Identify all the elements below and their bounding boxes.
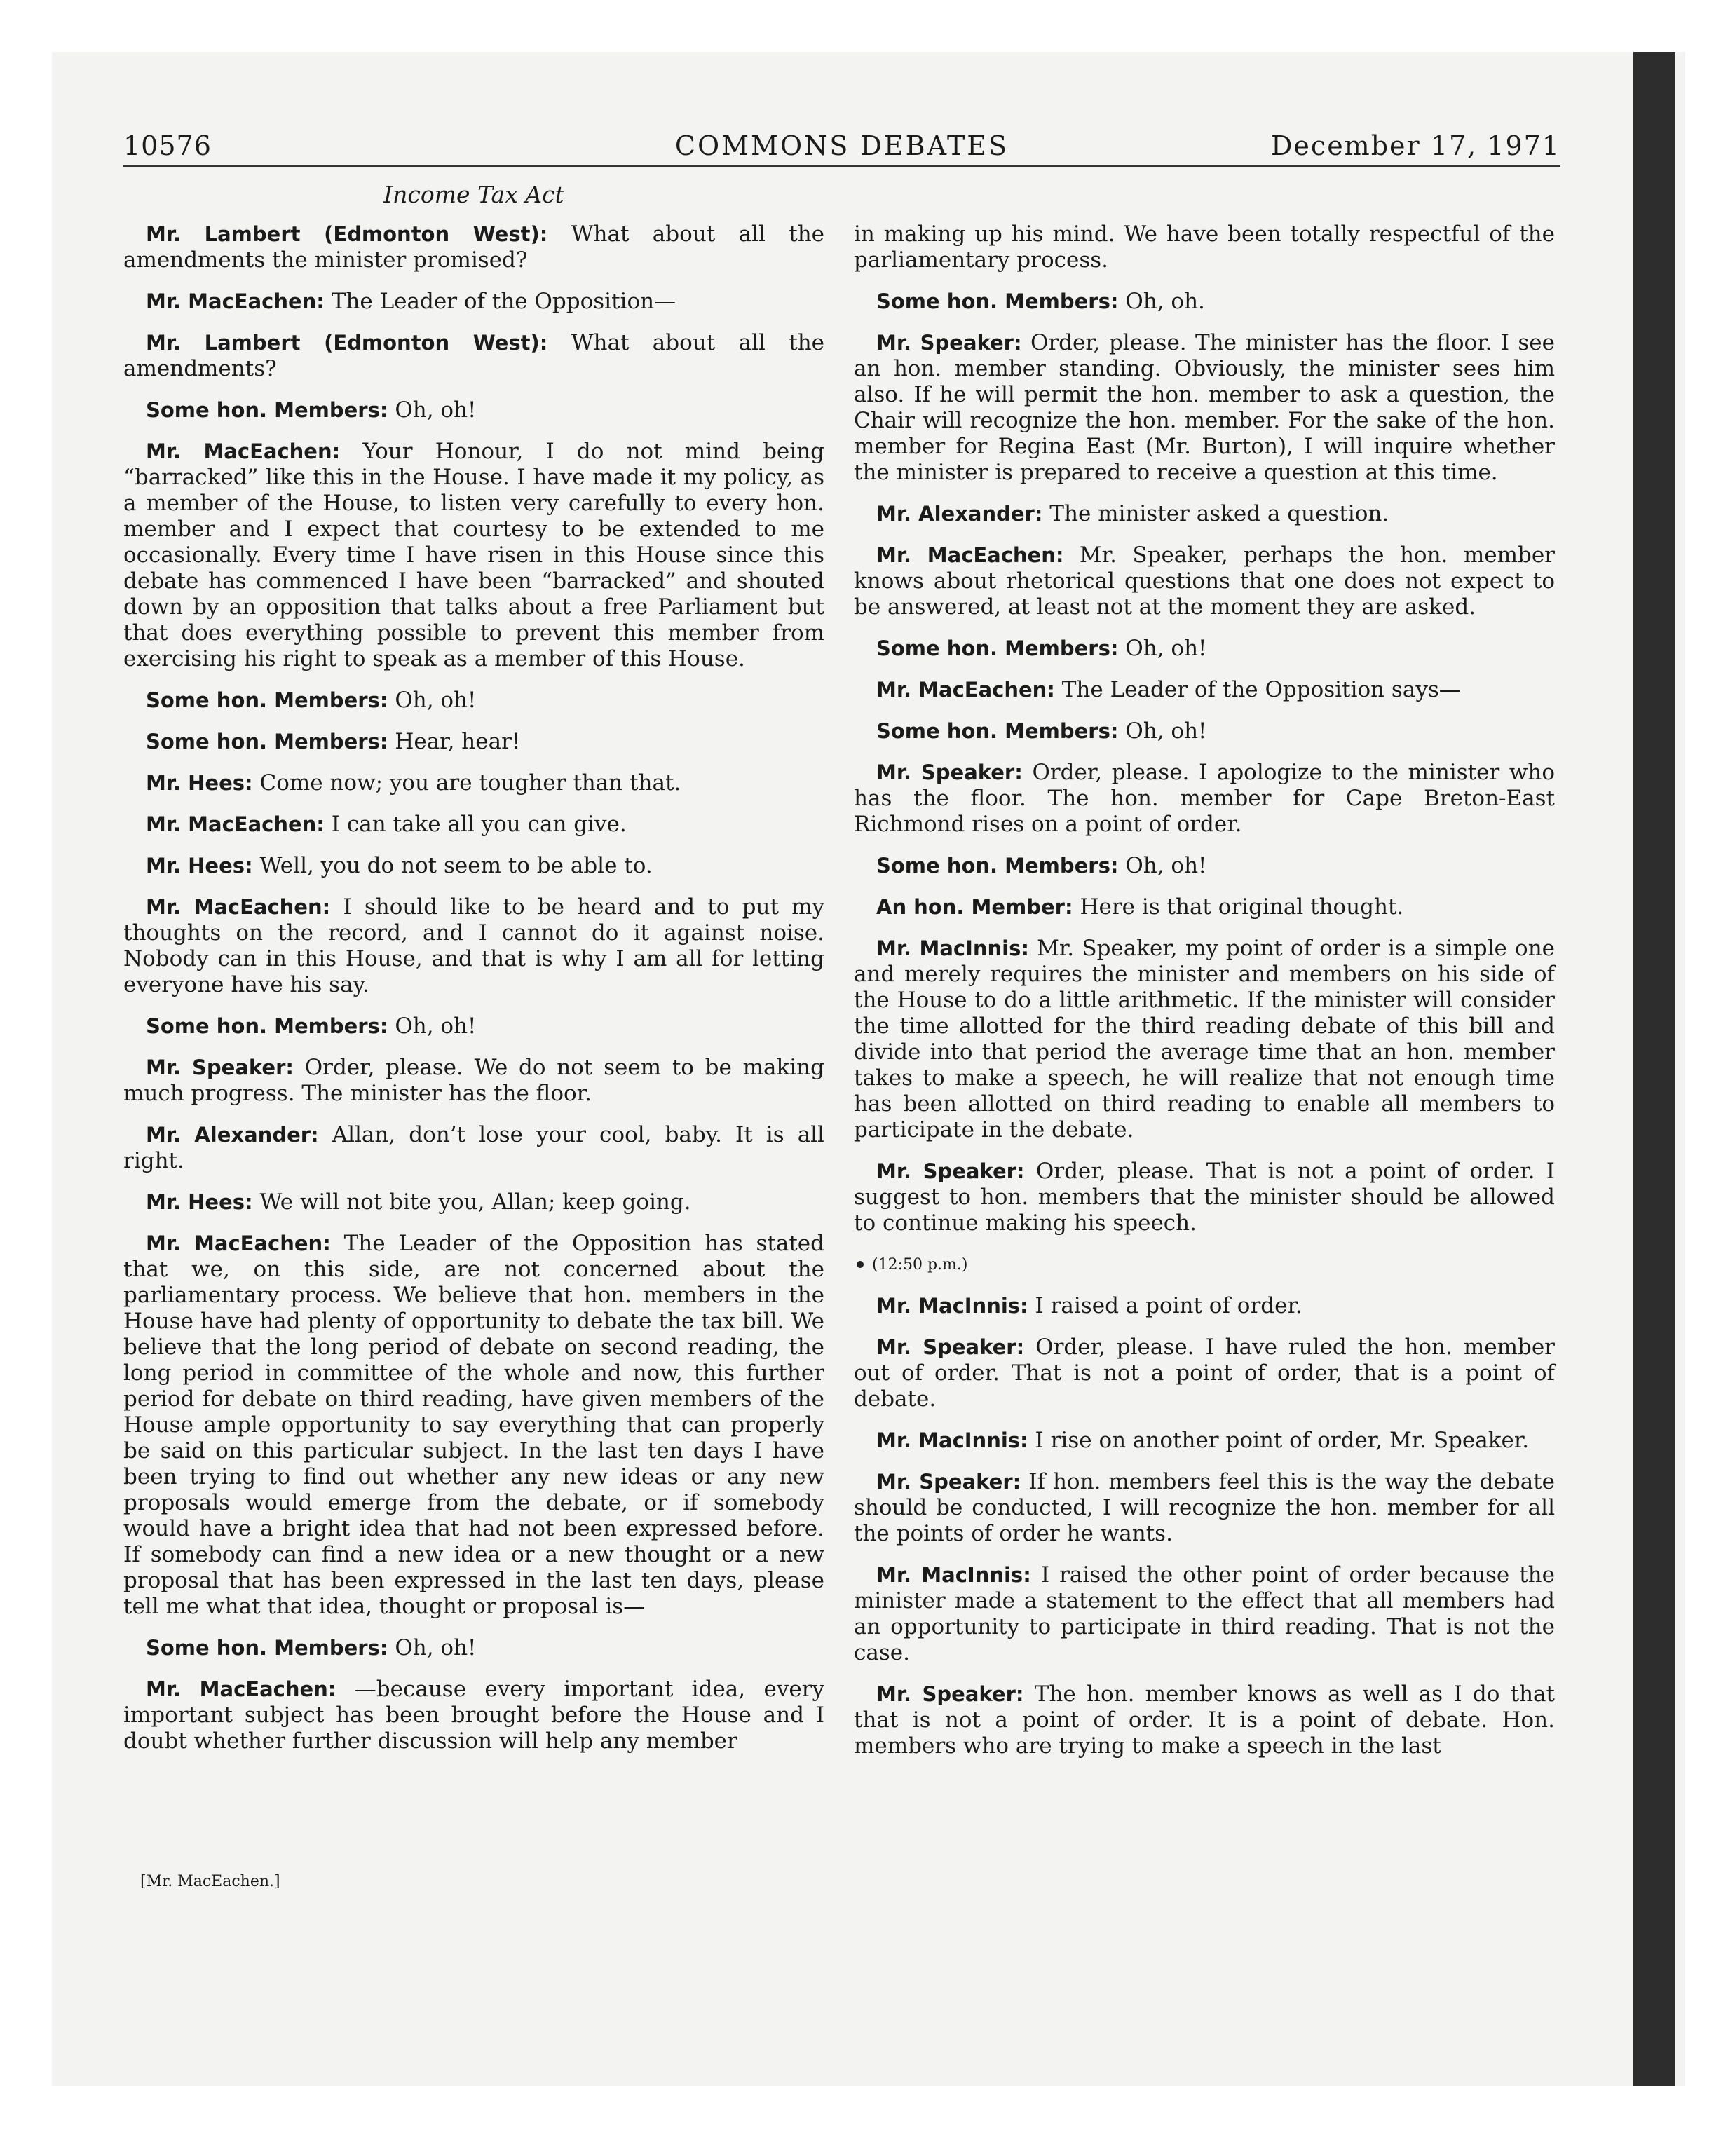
speech-text: Oh, oh! bbox=[395, 397, 477, 423]
timestamp-text: (12:50 p.m.) bbox=[872, 1256, 968, 1274]
page-number: 10576 bbox=[123, 130, 212, 161]
page-date: December 17, 1971 bbox=[1270, 130, 1560, 161]
speech-text: Oh, oh! bbox=[395, 1014, 477, 1039]
debate-paragraph bbox=[123, 1122, 824, 1174]
debate-paragraph bbox=[123, 1635, 824, 1661]
speech-text: Oh, oh! bbox=[1125, 853, 1207, 878]
speech-text: If hon. members feel this is the way the debate should be conducted, I will recognize the hon. member for all the points of order he wants. bbox=[854, 1469, 1555, 1546]
speech-text: Well, you do not seem to be able to. bbox=[259, 853, 653, 878]
speaker-name: Some hon. Members: bbox=[876, 854, 1119, 878]
speech-text: The minister asked a question. bbox=[1049, 501, 1389, 526]
speech-text: Oh, oh. bbox=[1125, 289, 1205, 314]
speaker-name: Some hon. Members: bbox=[146, 730, 388, 753]
speaker-name: Mr. MacEachen: bbox=[876, 543, 1064, 567]
speaker-name: Mr. MacEachen: bbox=[146, 1231, 331, 1255]
section-subheading: Income Tax Act bbox=[383, 181, 564, 208]
speaker-footnote: [Mr. MacEachen.] bbox=[140, 1873, 280, 1890]
speech-text: Order, please. We do not seem to be making much progress. The minister has the floor. bbox=[123, 1055, 824, 1106]
speaker-name: Some hon. Members: bbox=[876, 719, 1119, 743]
speech-text: What about all the amendments the minister promised? bbox=[123, 221, 825, 273]
speaker-name: Mr. MacEachen: bbox=[146, 895, 331, 919]
speech-text: Mr. Speaker, my point of order is a simple one and merely requires the minister and members on his side of the House to do a little arithmetic. If the minister will consider the time allotted for the third reading debate of this bill and divide into that period the average time that an hon. member takes to make a speech, he will realize that not enough time has been allotted on third reading to enable all members to participate in the debate. bbox=[854, 936, 1556, 1142]
speech-text: I can take all you can give. bbox=[331, 812, 627, 837]
debate-paragraph bbox=[854, 1335, 1555, 1412]
speaker-name: Mr. Speaker: bbox=[876, 760, 1023, 784]
debate-paragraph bbox=[854, 1681, 1555, 1759]
debate-paragraph bbox=[854, 1469, 1555, 1547]
debate-paragraph bbox=[123, 770, 824, 796]
debate-paragraph bbox=[123, 729, 824, 755]
speaker-name: Mr. MacEachen: bbox=[146, 812, 325, 836]
speech-text: Allan, don’t lose your cool, baby. It is all right. bbox=[123, 1122, 824, 1173]
speech-text: Mr. Speaker, perhaps the hon. member knows about rhetorical questions that one does not expect to be answered, at least not at the moment they are asked. bbox=[854, 543, 1556, 620]
speaker-name: Mr. Speaker: bbox=[876, 331, 1022, 355]
speaker-name: Mr. Hees: bbox=[146, 771, 253, 795]
speech-text: Order, please. That is not a point of order. I suggest to hon. members that the minister should be allowed to continue making his speech. bbox=[854, 1159, 1555, 1236]
speech-text: Oh, oh! bbox=[1125, 718, 1207, 744]
debate-paragraph bbox=[854, 289, 1555, 315]
debate-paragraph bbox=[854, 1562, 1555, 1666]
debate-paragraph bbox=[123, 330, 824, 382]
speech-text: I raised a point of order. bbox=[1035, 1293, 1302, 1318]
debate-paragraph bbox=[123, 688, 824, 714]
debate-paragraph bbox=[123, 812, 824, 838]
speech-text: I should like to be heard and to put my thoughts on the record, and I cannot do it against noise. Nobody can in this House, and that is why I am all for letting everyone have his say. bbox=[123, 894, 825, 997]
debate-paragraph bbox=[854, 677, 1555, 703]
debate-paragraph bbox=[123, 894, 824, 998]
timestamp bbox=[854, 1252, 1555, 1278]
speech-text: Oh, oh! bbox=[395, 688, 477, 713]
debate-paragraph bbox=[123, 397, 824, 423]
debate-paragraph bbox=[123, 853, 824, 879]
speaker-name: An hon. Member: bbox=[876, 895, 1073, 919]
debate-paragraph bbox=[123, 221, 824, 273]
speaker-name: Mr. Lambert (Edmonton West): bbox=[146, 331, 548, 355]
speaker-name: Mr. Hees: bbox=[146, 854, 253, 878]
speaker-name: Some hon. Members: bbox=[146, 1636, 388, 1660]
debate-paragraph bbox=[123, 1677, 824, 1754]
speaker-name: Mr. Alexander: bbox=[876, 502, 1043, 526]
speaker-name: Mr. MacEachen: bbox=[146, 439, 341, 463]
speech-text: The Leader of the Opposition— bbox=[331, 289, 676, 314]
speech-text: The Leader of the Opposition has stated that we, on this side, are not concerned about the parliamentary process. We believe that hon. members in the House have had plenty of opportunity to debate the tax bill. We believe that the long period of debate on second reading, the long period in committee of the whole and now, this further period for debate on third reading, have given members of the House ample opportunity to say everything that can properly be said on this particular subject. In the last ten days I have been trying to find out whether any new ideas or any new proposals would emerge from the debate, or if somebody would have a bright idea that had not been expressed before. If somebody can find a new idea or a new thought or a new proposal that has been expressed in the last ten days, please tell me what that idea, thought or proposal is— bbox=[123, 1231, 824, 1619]
debate-paragraph bbox=[854, 936, 1555, 1143]
debate-paragraph bbox=[123, 1055, 824, 1107]
speaker-name: Some hon. Members: bbox=[876, 636, 1119, 660]
speaker-name: Some hon. Members: bbox=[876, 289, 1119, 313]
speech-text: —because every important idea, every important subject has been brought before the House and I doubt whether further discussion will help any member bbox=[123, 1677, 825, 1754]
speaker-name: Mr. Speaker: bbox=[876, 1159, 1025, 1183]
speech-text: Hear, hear! bbox=[395, 729, 521, 754]
speech-text: Order, please. I have ruled the hon. member out of order. That is not a point of order, that is a point of debate. bbox=[854, 1335, 1555, 1412]
page-header bbox=[123, 130, 1560, 167]
debate-paragraph bbox=[123, 289, 824, 315]
speech-text: What about all the amendments? bbox=[123, 330, 825, 381]
speech-text: Oh, oh! bbox=[395, 1635, 477, 1660]
left-column bbox=[123, 221, 824, 1770]
speaker-name: Mr. Speaker: bbox=[876, 1335, 1025, 1359]
debate-paragraph bbox=[854, 330, 1555, 486]
debate-paragraph bbox=[854, 1293, 1555, 1319]
speaker-name: Mr. Alexander: bbox=[146, 1123, 319, 1147]
speech-text: Your Honour, I do not mind being “barracked” like this in the House. I have made it my policy, as a member of the House, to listen very carefully to every hon. member and I expect that courtesy to be extended to me occasionally. Every time I have risen in this House since this debate has commenced I have been “barracked” and shouted down by an opposition that talks about a free Parliament but that does everything possible to prevent this member from exercising his right to speak as a member of this House. bbox=[123, 439, 825, 671]
speaker-name: Mr. Speaker: bbox=[876, 1470, 1021, 1494]
speech-text: Order, please. I apologize to the minister who has the floor. The hon. member for Cape Breton-East Richmond rises on a point of order. bbox=[854, 760, 1555, 837]
speech-text: Come now; you are tougher than that. bbox=[259, 770, 681, 796]
debate-paragraph bbox=[123, 1014, 824, 1039]
debate-paragraph bbox=[854, 718, 1555, 744]
speech-text: in making up his mind. We have been totally respectful of the parliamentary process. bbox=[854, 221, 1555, 273]
debate-paragraph bbox=[123, 1189, 824, 1215]
speech-text: I raised the other point of order because the minister made a statement to the effect that all members had an opportunity to participate in third reading. That is not the case. bbox=[854, 1562, 1555, 1665]
speaker-name: Mr. MacEachen: bbox=[146, 289, 325, 313]
debate-paragraph bbox=[123, 1231, 824, 1620]
speaker-name: Some hon. Members: bbox=[146, 688, 388, 712]
speaker-name: Mr. MacInnis: bbox=[876, 1294, 1028, 1318]
speaker-name: Mr. MacInnis: bbox=[876, 936, 1029, 960]
bullet-icon bbox=[857, 1261, 864, 1268]
speaker-name: Mr. MacEachen: bbox=[876, 678, 1055, 702]
speaker-name: Mr. MacInnis: bbox=[876, 1428, 1028, 1452]
right-column bbox=[854, 221, 1555, 1775]
speech-text: I rise on another point of order, Mr. Speaker. bbox=[1035, 1428, 1530, 1453]
speaker-name: Mr. Hees: bbox=[146, 1190, 253, 1214]
speaker-name: Some hon. Members: bbox=[146, 1014, 388, 1038]
speaker-name: Mr. Lambert (Edmonton West): bbox=[146, 222, 548, 246]
debate-paragraph bbox=[854, 636, 1555, 662]
debate-paragraph bbox=[854, 1428, 1555, 1454]
speech-text: Order, please. The minister has the floor. I see an hon. member standing. Obviously, the minister sees him also. If he will permit the hon. member to ask a question, the Chair will recognize the hon. member. For the sake of the hon. member for Regina East (Mr. Burton), I will inquire whether the minister is prepared to receive a question at this time. bbox=[854, 330, 1555, 485]
debate-paragraph bbox=[854, 853, 1555, 879]
speech-text: We will not bite you, Allan; keep going. bbox=[259, 1189, 691, 1215]
publication-title: COMMONS DEBATES bbox=[674, 130, 1009, 161]
debate-paragraph bbox=[854, 501, 1555, 527]
debate-paragraph bbox=[854, 543, 1555, 620]
speech-text: Here is that original thought. bbox=[1080, 894, 1404, 920]
speaker-name: Mr. Speaker: bbox=[146, 1056, 294, 1079]
debate-paragraph bbox=[123, 439, 824, 672]
scan-edge-shadow bbox=[1633, 52, 1675, 2086]
debate-paragraph bbox=[854, 894, 1555, 920]
speaker-name: Mr. MacInnis: bbox=[876, 1563, 1031, 1587]
debate-paragraph bbox=[854, 221, 1555, 273]
speaker-name: Mr. MacEachen: bbox=[146, 1677, 336, 1701]
speaker-name: Mr. Speaker: bbox=[876, 1682, 1024, 1706]
speech-text: Oh, oh! bbox=[1125, 636, 1207, 661]
speaker-name: Some hon. Members: bbox=[146, 398, 388, 422]
speech-text: The hon. member knows as well as I do that that is not a point of order. It is a point of debate. Hon. members who are trying to make a speech in the last bbox=[854, 1681, 1555, 1759]
debate-paragraph bbox=[854, 760, 1555, 838]
debate-paragraph bbox=[854, 1159, 1555, 1236]
speech-text: The Leader of the Opposition says— bbox=[1061, 677, 1461, 702]
